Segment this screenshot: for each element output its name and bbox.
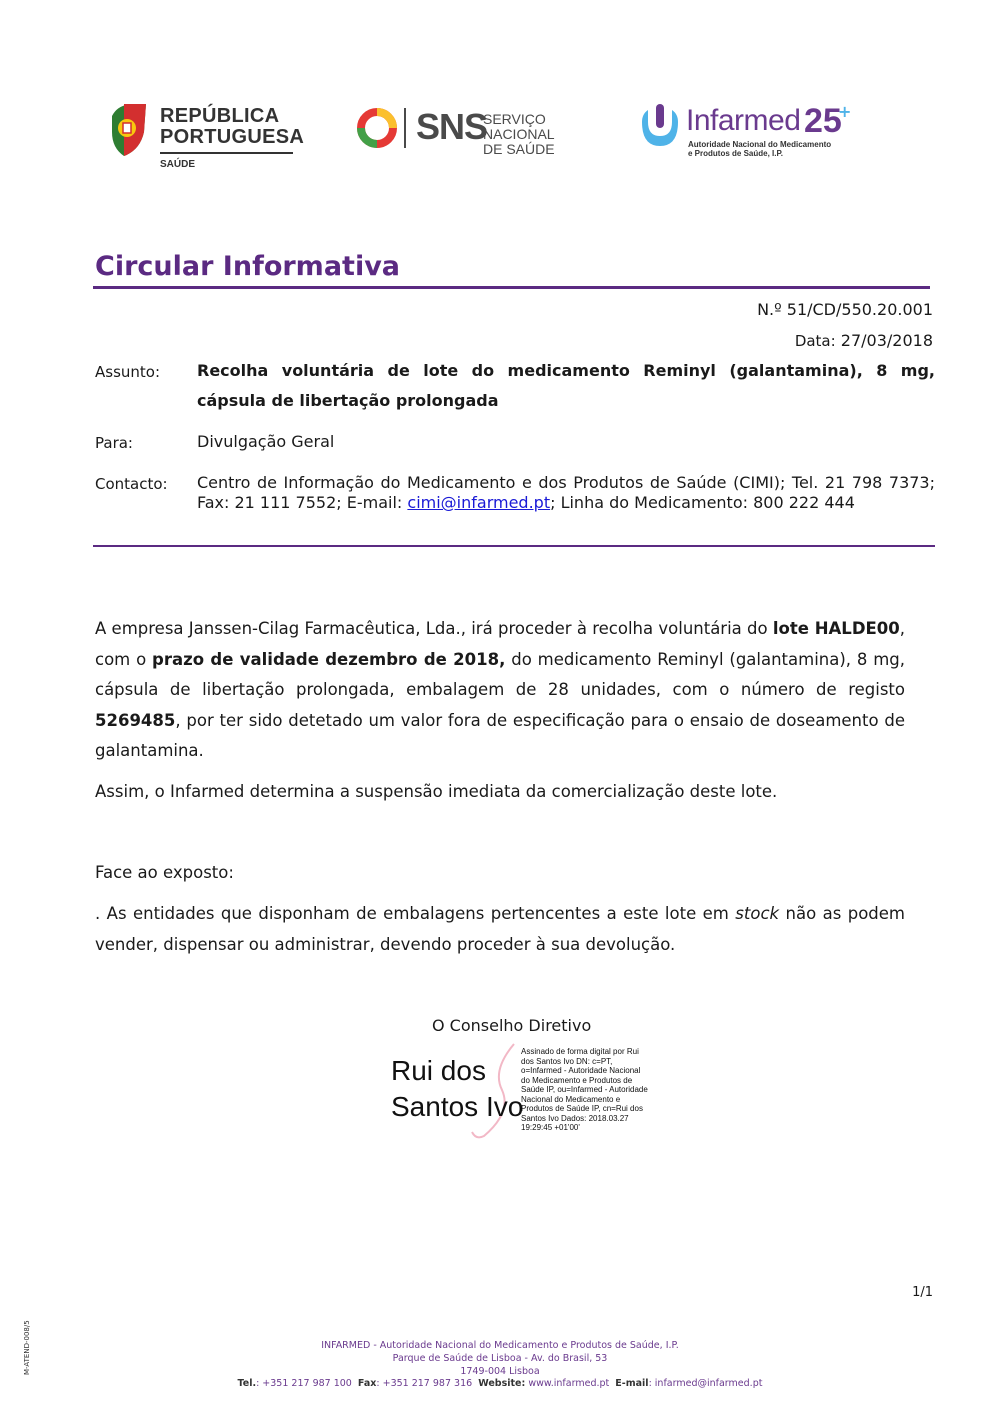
rp-subtitle: SAÚDE: [160, 159, 196, 170]
footer-tel: : +351 217 987 100: [256, 1378, 352, 1390]
form-code: M-ATEND-008/5: [23, 1320, 31, 1375]
infarmed-drop-icon: [638, 102, 682, 150]
p4-text-c: não as podem vender, dispensar ou administrar, devendo proceder à sua devolução.: [95, 904, 906, 954]
p1-registry: 5269485: [95, 710, 176, 730]
paragraph-1: [95, 614, 905, 767]
contact-email-link[interactable]: cimi@infarmed.pt: [407, 493, 551, 512]
republica-portuguesa-logo: [110, 100, 310, 175]
sns-wordmark: SNS: [416, 106, 488, 147]
footer: [0, 1340, 1000, 1391]
footer-email-link[interactable]: : infarmed@infarmed.pt: [648, 1378, 763, 1390]
sns-line1: SERVIÇO NACIONAL: [483, 111, 555, 142]
footer-line3: 1749-004 Lisboa: [460, 1365, 540, 1377]
footer-line1: INFARMED - Autoridade Nacional do Medicamento e Produtos de Saúde, I.P.: [321, 1340, 679, 1351]
sns-ring-icon: [356, 107, 398, 149]
footer-tel-label: Tel.: [237, 1378, 257, 1390]
footer-fax-label: Fax: [357, 1378, 377, 1390]
p4-stock: stock: [735, 904, 780, 923]
document-title: Circular Informativa: [95, 251, 401, 282]
rp-divider: [160, 152, 293, 154]
date-label: Data:: [794, 332, 836, 350]
footer-email-label: E-mail: [615, 1378, 649, 1390]
p1-text-g: , por ter sido detetado um valor fora de especificação para o ensaio de doseamento de galantamina.: [95, 710, 905, 760]
portugal-emblem-icon: [110, 102, 150, 158]
sns-logo: [356, 104, 596, 157]
footer-contacts: [0, 1378, 1000, 1391]
paragraph-3: Face ao exposto:: [95, 863, 234, 882]
contact-label: Contacto:: [95, 475, 168, 493]
to-value: Divulgação Geral: [197, 432, 335, 451]
footer-web-label: Website:: [478, 1378, 526, 1390]
digital-signature-details: Assinado de forma digital por Rui dos Santos Ivo DN: c=PT, o=Infarmed - Autoridade Nacional do Medicamento e Produtos de Saúde IP, ou=Infarmed - Autoridade Nacional do Medicamento e Produtos de Saúde IP, cn=Rui dos Santos Ivo Dados: 2018.03.27 19:29:45 +01'00': [521, 1047, 648, 1132]
sns-divider: [404, 108, 406, 148]
header-bottom-divider: [93, 545, 935, 547]
signature-name-line1: Rui dos: [391, 1055, 486, 1086]
sns-subtitle: [483, 112, 596, 157]
p1-text-e: do medicamento Reminyl (galantamina), 8 mg, cápsula de libertação prolongada, embalagem de 28 unidades, com o número de registo: [95, 649, 906, 699]
p1-text-c: , com o: [95, 619, 905, 669]
p1-text-a: A empresa Janssen-Cilag Farmacêutica, Lda., irá proceder à recolha voluntária do: [95, 619, 773, 638]
rp-line1: REPÚBLICA: [160, 105, 280, 127]
contact-text-tail: ; Linha do Medicamento: 800 222 444: [550, 493, 855, 512]
paragraph-2: Assim, o Infarmed determina a suspensão imediata da comercialização deste lote.: [95, 782, 778, 801]
infarmed-anniversary: 25: [804, 102, 842, 140]
page-number: 1/1: [912, 1285, 933, 1300]
signature-name-line2: Santos Ivo: [391, 1091, 524, 1122]
infarmed-logo: [638, 100, 858, 165]
signature-heading: O Conselho Diretivo: [432, 1016, 592, 1035]
document-number: N.º 51/CD/550.20.001: [757, 300, 933, 319]
sns-line2: DE SAÚDE: [483, 141, 555, 157]
rp-line2: PORTUGUESA: [160, 126, 305, 148]
title-divider: [93, 286, 930, 289]
contact-value: [197, 473, 935, 513]
plus-icon: +: [838, 102, 852, 121]
paragraph-4: [95, 899, 905, 960]
footer-website-link[interactable]: www.infarmed.pt: [525, 1378, 610, 1390]
signature-name: [391, 1053, 523, 1125]
footer-fax: : +351 217 987 316: [376, 1378, 473, 1390]
infarmed-sub-line1: Autoridade Nacional do Medicamento: [688, 140, 832, 149]
rp-wordmark: [160, 106, 304, 148]
subject-label: Assunto:: [95, 363, 161, 381]
p1-validity: prazo de validade dezembro de 2018,: [152, 649, 506, 669]
p1-lot: lote HALDE00: [772, 619, 900, 638]
subject-value: Recolha voluntária de lote do medicamento Reminyl (galantamina), 8 mg, cápsula de libertação prolongada: [197, 361, 935, 410]
to-label: Para:: [95, 434, 133, 452]
infarmed-wordmark: Infarmed: [686, 104, 801, 137]
document-date: [795, 331, 933, 350]
infarmed-subtitle: [688, 140, 831, 158]
contact-text: Centro de Informação do Medicamento e dos Produtos de Saúde (CIMI); Tel. 21 798 7373; Fax: 21 111 7552; E-mail:: [197, 473, 935, 512]
date-value: 27/03/2018: [840, 331, 933, 350]
footer-line2: Parque de Saúde de Lisboa - Av. do Brasil, 53: [392, 1352, 608, 1364]
p4-text-a: . As entidades que disponham de embalagens pertencentes a este lote em: [95, 904, 736, 923]
infarmed-sub-line2: e Produtos de Saúde, I.P.: [688, 149, 783, 158]
